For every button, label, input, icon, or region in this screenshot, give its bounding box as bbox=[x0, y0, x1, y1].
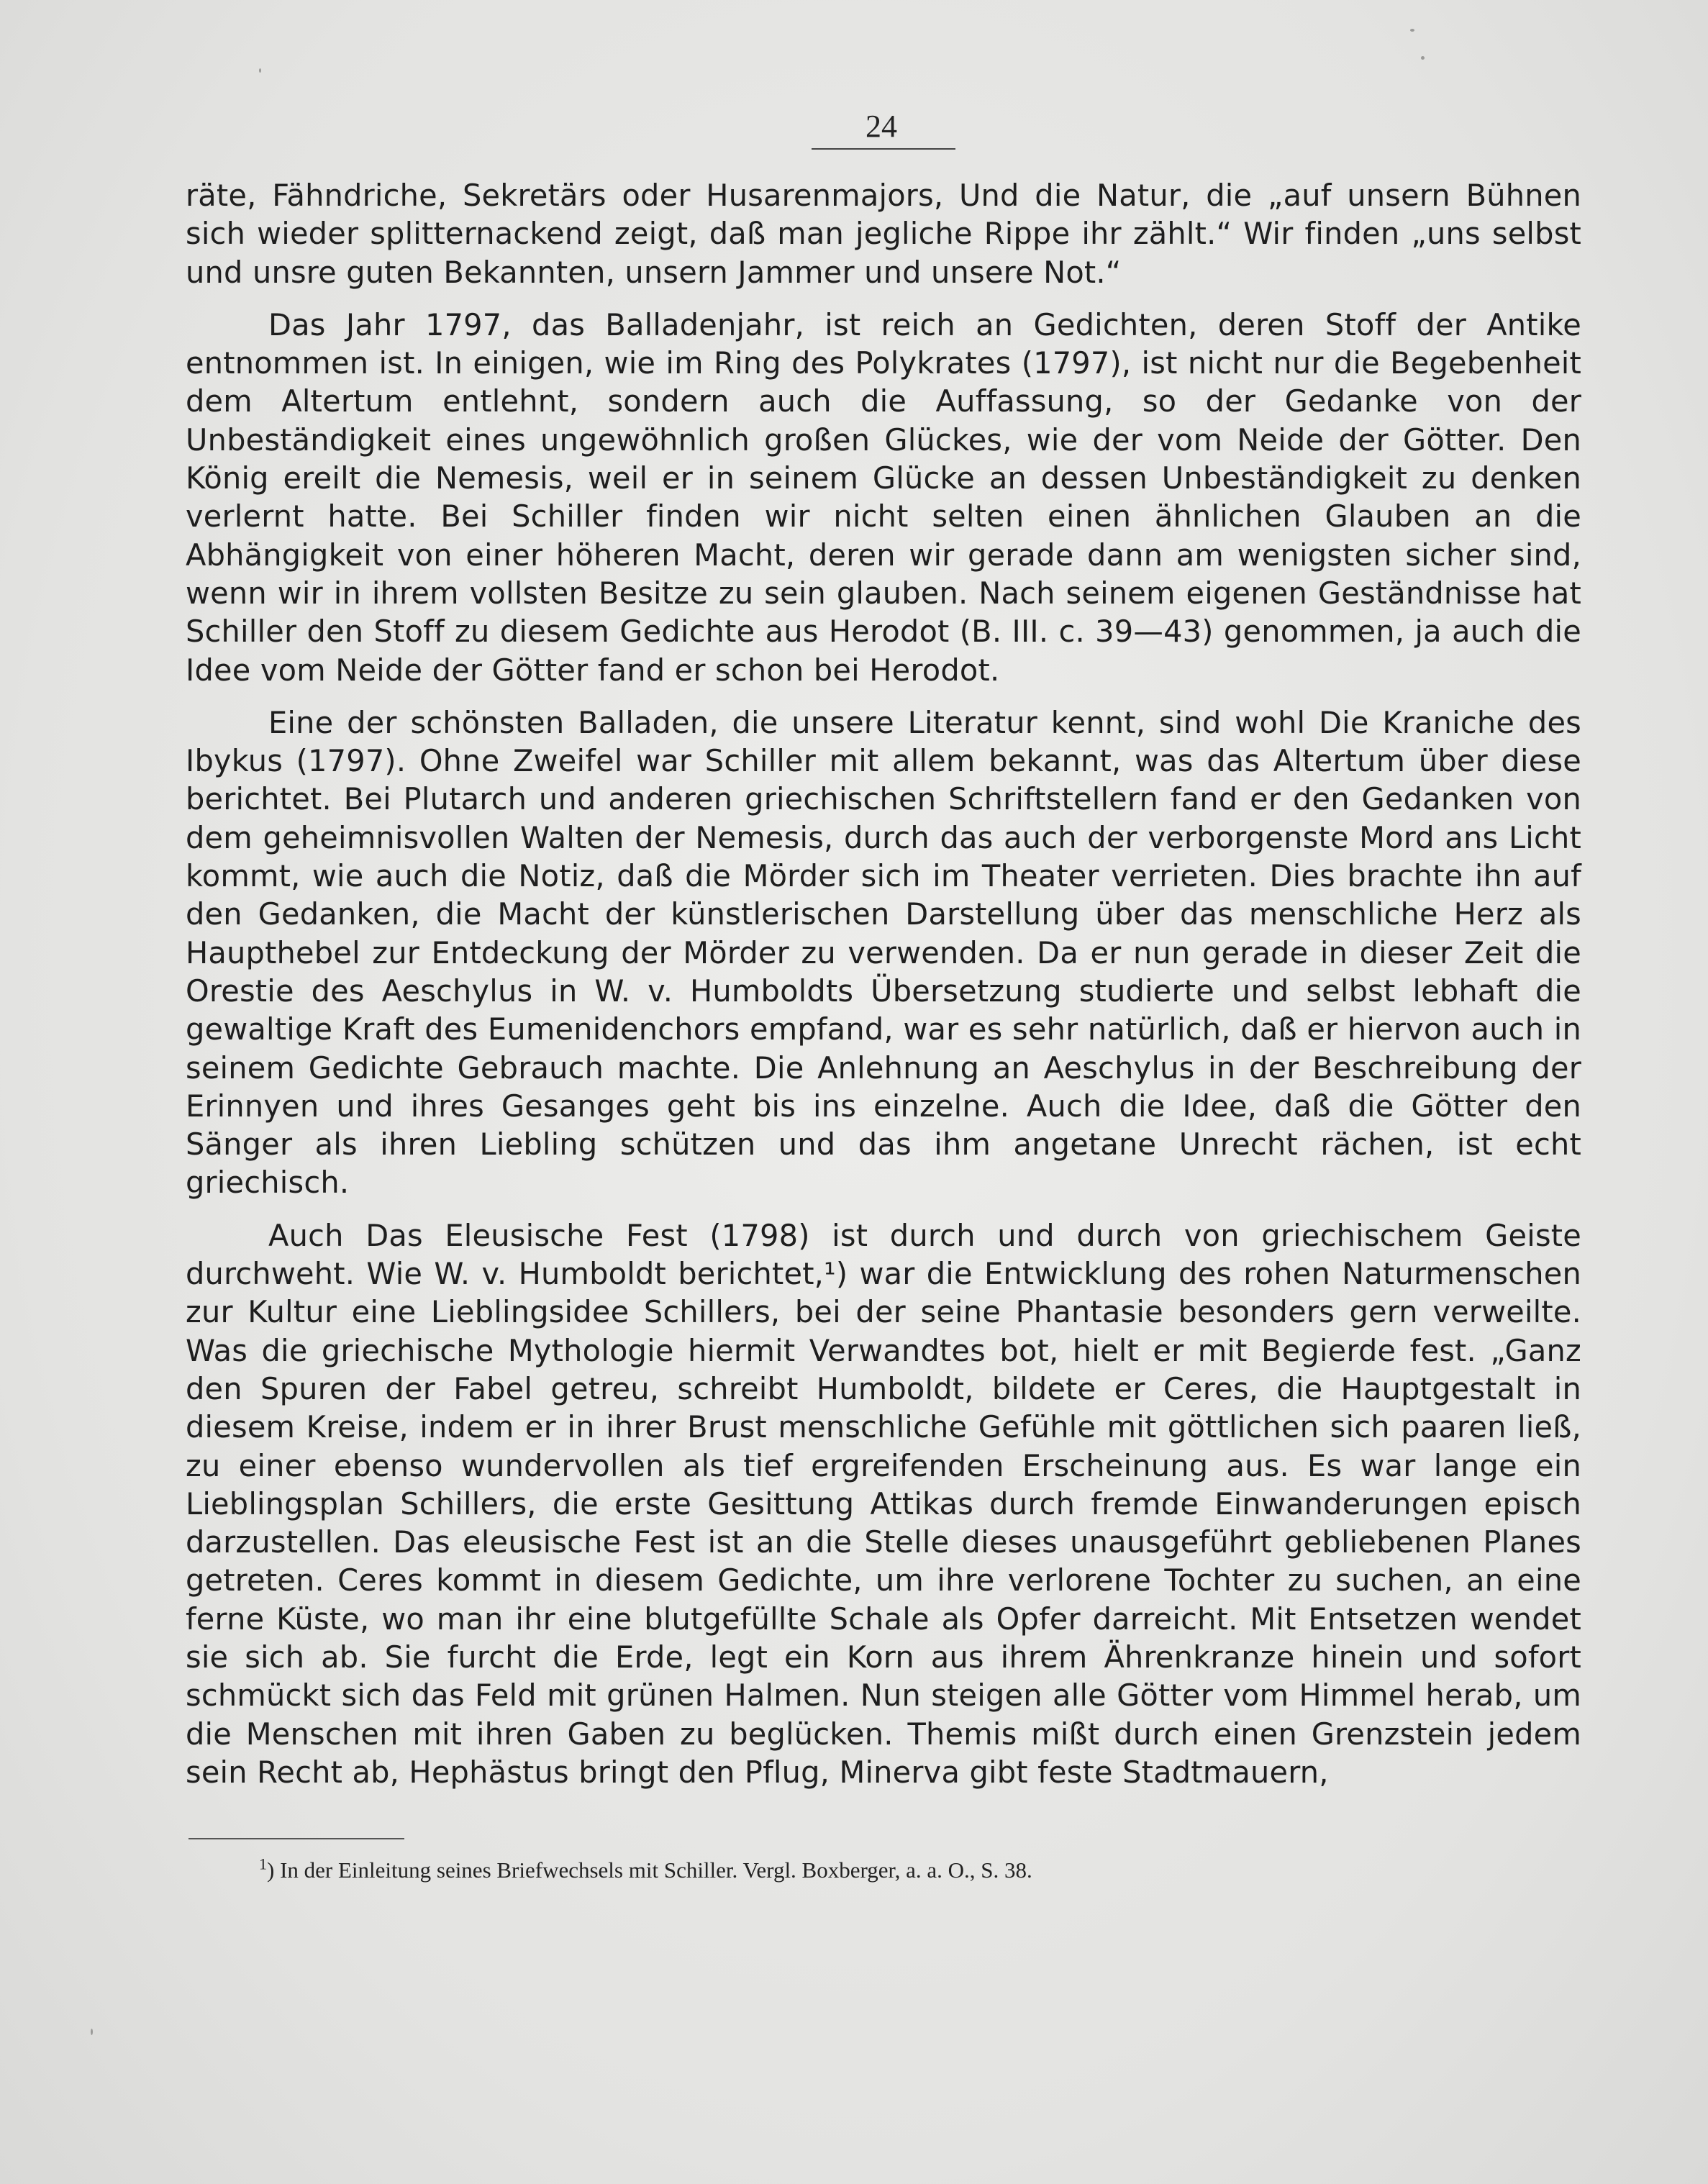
paragraph: räte, Fähndriche, Sekretärs oder Husarenmajors, Und die Natur, die „auf unsern Bühnen sich wieder splitternackend zeigt, daß man jegliche Rippe ihr zählt.“ Wir finden „uns selbst und unsre guten Bekannten, unsern Jammer und unsere Not.“ bbox=[186, 178, 1581, 290]
scan-speck bbox=[91, 2029, 93, 2035]
page-number-rule bbox=[812, 148, 955, 150]
footnote-text: ) In der Einleitung seines Briefwechsels mit Schiller. Vergl. Boxberger, a. a. O., S. 38. bbox=[267, 1857, 1032, 1883]
footnote bbox=[259, 1852, 1554, 1888]
footnote-rule bbox=[188, 1838, 404, 1839]
scan-speck bbox=[1421, 56, 1425, 60]
scan-speck bbox=[259, 68, 261, 73]
paragraph: Eine der schönsten Balladen, die unsere Literatur kennt, sind wohl Die Kraniche des Ibykus (1797). Ohne Zweifel war Schiller mit allem bekannt, was das Altertum über diese berichtet. Bei Plutarch und anderen griechischen Schriftstellern fand er den Gedanken von dem geheimnisvollen Walten der Nemesis, durch das auch der verborgenste Mord ans Licht kommt, wie auch die Notiz, daß die Mörder sich im Theater verrieten. Dies brachte ihn auf den Gedanken, die Macht der künstlerischen Darstellung über das menschliche Herz als Haupthebel zur Entdeckung der Mörder zu verwenden. Da er nun gerade in dieser Zeit die Orestie des Aeschylus in W. v. Humboldts Übersetzung studierte und selbst lebhaft die gewaltige Kraft des Eumenidenchors empfand, war es sehr natürlich, daß er hiervon auch in seinem Gedichte Gebrauch machte. Die Anlehnung an Aeschylus in der Beschreibung der Erinnyen und ihres Gesanges geht bis ins einzelne. Auch die Idee, daß die Götter den Sänger als ihren Liebling schützen und das ihm angetane Unrecht rächen, ist echt griechisch. bbox=[186, 704, 1581, 1201]
paragraph: Das Jahr 1797, das Balladenjahr, ist reich an Gedichten, deren Stoff der Antike entnommen ist. In einigen, wie im Ring des Polykrates (1797), ist nicht nur die Begebenheit dem Altertum entlehnt, sondern auch die Auffassung, so der Gedanke von der Unbeständigkeit eines ungewöhnlich großen Glückes, wie der vom Neide der Götter. Den König ereilt die Nemesis, weil er in seinem Glücke an dessen Unbeständigkeit zu denken verlernt hatte. Bei Schiller finden wir nicht selten einen ähnlichen Glauben an die Abhängigkeit von einer höheren Macht, deren wir gerade dann am wenigsten sicher sind, wenn wir in ihrem vollsten Besitze zu sein glauben. Nach seinem eigenen Geständnisse hat Schiller den Stoff zu diesem Gedichte aus Herodot (B. III. c. 39—43) genommen, ja auch die Idee vom Neide der Götter fand er schon bei Herodot. bbox=[186, 306, 1581, 688]
scan-speck bbox=[1410, 29, 1414, 32]
body-text bbox=[186, 176, 1581, 1791]
paragraph: Auch Das Eleusische Fest (1798) ist durch und durch von griechischem Geiste durchweht. Wie W. v. Humboldt berichtet,¹) war die Entwicklung des rohen Naturmenschen zur Kultur eine Lieblingsidee Schillers, bei der seine Phantasie besonders gern verweilte. Was die griechische Mythologie hiermit Verwandtes bot, hielt er mit Begierde fest. „Ganz den Spuren der Fabel getreu, schreibt Humboldt, bildete er Ceres, die Hauptgestalt in diesem Kreise, indem er in ihrer Brust menschliche Gefühle mit göttlichen sich paaren ließ, zu einer ebenso wundervollen als tief ergreifenden Erscheinung aus. Es war lange ein Lieblingsplan Schillers, die erste Gesittung Attikas durch fremde Einwanderungen episch darzustellen. Das eleusische Fest ist an die Stelle dieses unausgeführt gebliebenen Planes getreten. Ceres kommt in diesem Gedichte, um ihre verlorene Tochter zu suchen, an eine ferne Küste, wo man ihr eine blutgefüllte Schale als Opfer darreicht. Mit Entsetzen wendet sie sich ab. Sie furcht die Erde, legt ein Korn aus ihrem Ährenkranze hinein und sofort schmückt sich das Feld mit grünen Halmen. Nun steigen alle Götter vom Himmel herab, um die Menschen mit ihren Gaben zu beglücken. Themis mißt durch einen Grenzstein jedem sein Recht ab, Hephästus bringt den Pflug, Minerva gibt feste Stadtmauern, bbox=[186, 1217, 1581, 1790]
page-number: 24 bbox=[866, 109, 897, 144]
footnote-marker: 1 bbox=[259, 1855, 267, 1873]
